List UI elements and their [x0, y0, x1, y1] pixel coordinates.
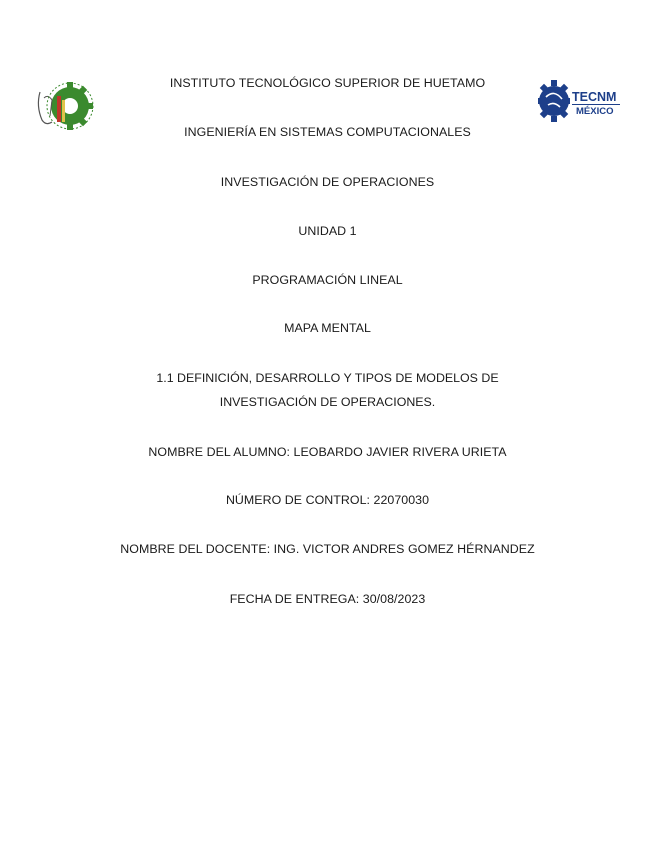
- work-title: [0, 366, 655, 414]
- institution-name: INSTITUTO TECNOLÓGICO SUPERIOR DE HUETAMO: [169, 76, 486, 90]
- career-name: INGENIERÍA EN SISTEMAS COMPUTACIONALES: [184, 125, 471, 139]
- subject-name: INVESTIGACIÓN DE OPERACIONES: [220, 175, 435, 189]
- topic-label: PROGRAMACIÓN LINEAL: [252, 273, 403, 287]
- student-name: NOMBRE DEL ALUMNO: LEOBARDO JAVIER RIVERA URIETA: [148, 445, 507, 459]
- control-number: NÚMERO DE CONTROL: 22070030: [225, 493, 430, 507]
- svg-text:TECNM: TECNM: [572, 90, 617, 104]
- due-date: FECHA DE ENTREGA: 30/08/2023: [229, 592, 426, 606]
- work-title-line-2: INVESTIGACIÓN DE OPERACIONES.: [219, 395, 436, 409]
- svg-text:MÉXICO: MÉXICO: [576, 106, 614, 117]
- unit-label: UNIDAD 1: [298, 224, 357, 238]
- work-type-label: MAPA MENTAL: [284, 321, 371, 335]
- teacher-name: NOMBRE DEL DOCENTE: ING. VICTOR ANDRES GOMEZ HÉRNANDEZ: [120, 542, 535, 556]
- work-title-line-1: 1.1 DEFINICIÓN, DESARROLLO Y TIPOS DE MODELOS DE: [156, 371, 499, 385]
